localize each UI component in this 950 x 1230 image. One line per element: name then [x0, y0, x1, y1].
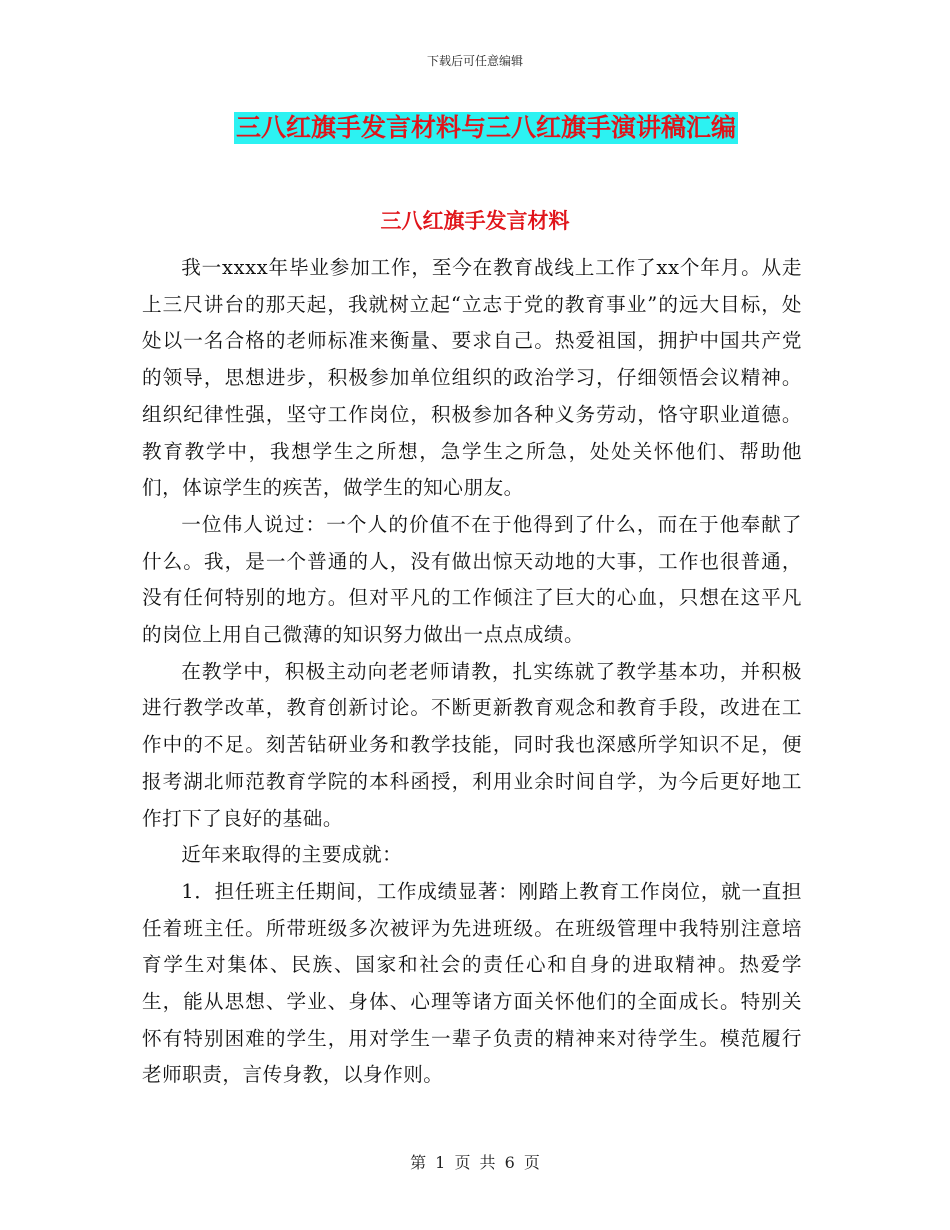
page-footer: 第 1 页 共 6 页 — [410, 1153, 540, 1172]
body-paragraph: 近年来取得的主要成就： — [181, 843, 403, 867]
body-paragraph: 在教学中，积极主动向老老师请教，扎实练就了教学基本功，并积极进行教学改革，教育创新讨论。不断更新教育观念和教育手段，改进在工作中的不足。刻苦钻研业务和教学技能，同时我也深感所学知识不足，便报考湖北师范教育学院的本科函授，利用业余时间自学，为今后更好地工作打下了良好的基础。 — [142, 659, 802, 830]
page-header-note: 下载后可任意编辑 — [426, 54, 523, 68]
section-title: 三八红旗手发言材料 — [380, 208, 570, 233]
body-paragraph: 一位伟人说过：一个人的价值不在于他得到了什么，而在于他奉献了什么。我，是一个普通的人，没有做出惊天动地的大事，工作也很普通，没有任何特别的地方。但对平凡的工作倾注了巨大的心血，只想在这平凡的岗位上用自己微薄的知识努力做出一点点成绩。 — [142, 512, 802, 647]
body-paragraph: 我一xxxx年毕业参加工作，至今在教育战线上工作了xx个年月。从走上三尺讲台的那天起，我就树立起“立志于党的教育事业”的远大目标，处处以一名合格的老师标准来衡量、要求自己。热爱祖国，拥护中国共产党的领导，思想进步，积极参加单位组织的政治学习，仔细领悟会议精神。组织纪律性强，坚守工作岗位，积极参加各种义务劳动，恪守职业道德。教育教学中，我想学生之所想，急学生之所急，处处关怀他们、帮助他们，体谅学生的疾苦，做学生的知心朋友。 — [142, 256, 802, 500]
document-main-title: 三八红旗手发言材料与三八红旗手演讲稿汇编 — [236, 113, 737, 142]
document-body — [142, 250, 802, 1094]
body-paragraph: 1．担任班主任期间，工作成绩显著：刚踏上教育工作岗位，就一直担任着班主任。所带班级多次被评为先进班级。在班级管理中我特别注意培育学生对集体、民族、国家和社会的责任心和自身的进取精神。热爱学生，能从思想、学业、身体、心理等诸方面关怀他们的全面成长。特别关怀有特别困难的学生，用对学生一辈子负责的精神来对待学生。模范履行老师职责，言传身教，以身作则。 — [142, 879, 802, 1087]
